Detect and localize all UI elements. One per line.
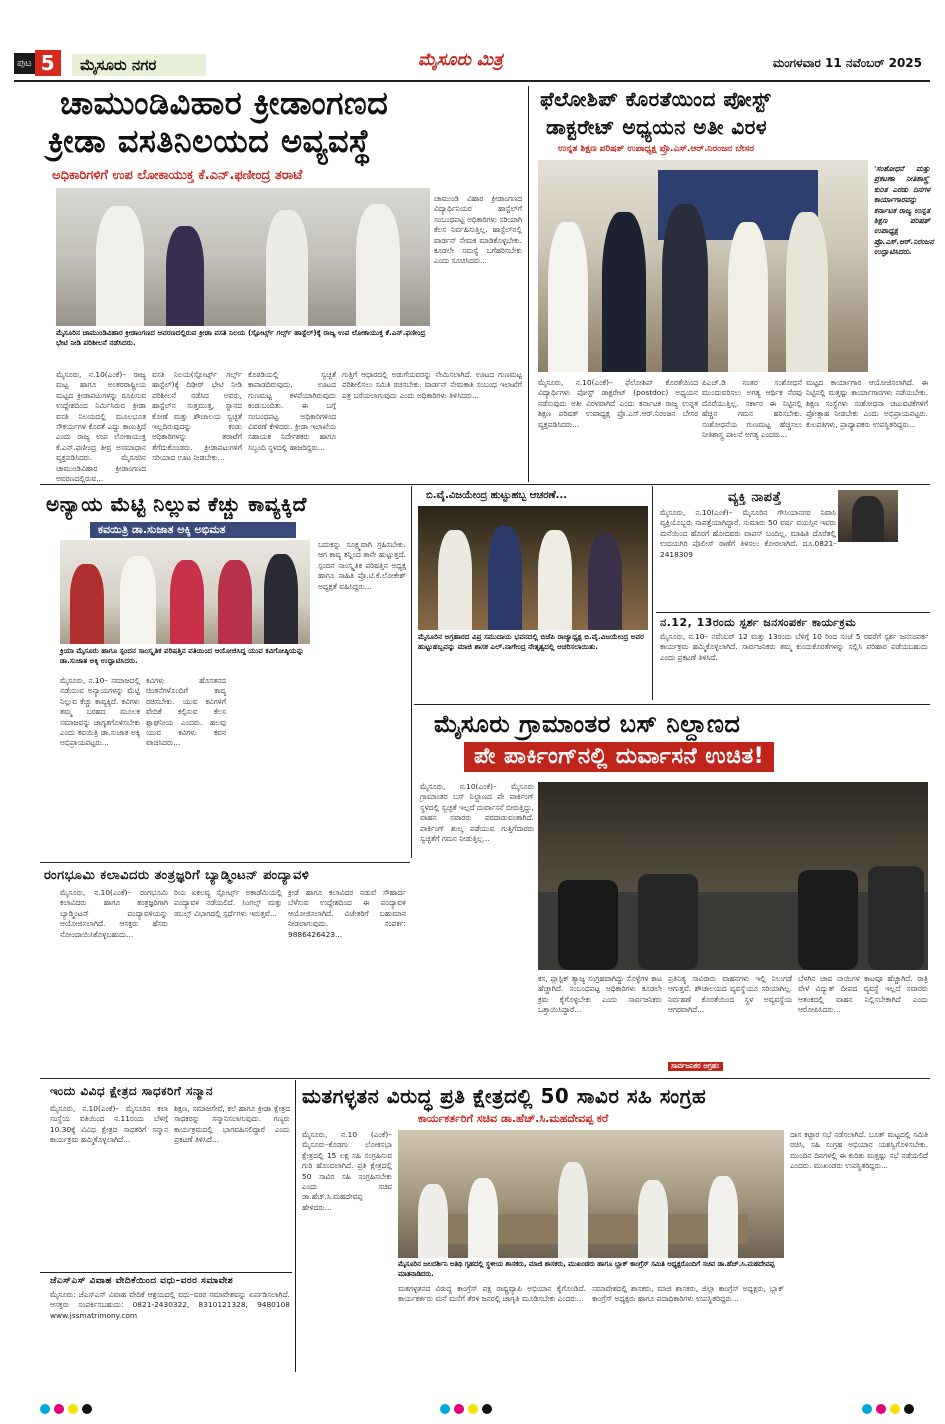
story-fellowship-headline-1: ಫೆಲೋಶಿಪ್ ಕೊರತೆಯಿಂದ ಪೋಸ್ಟ್ <box>540 87 772 111</box>
page-badge <box>14 52 61 74</box>
story-fellowship-col-1: ಮೈಸೂರು, ನ.10(ಎಂಕೆ)– ಫೆಲೋಶಿಪ್ ಕೊರತೆಯಿಂದ ವಿದ್ಯಾರ್ಥಿಗಳು ಪೋಸ್ಟ್ ಡಾಕ್ಟರೇಟ್ (postdoc) ಅಧ್ಯಯನ ನಡೆಸುವುದು ಅತೀ ವಿರಳವಾಗಿದೆ ಎಂದು ಕರ್ನಾಟಕ ರಾಜ್ಯ ಉನ್ನತ ಶಿಕ್ಷಣ ಪರಿಷತ್ ಉಪಾಧ್ಯಕ್ಷ ಪ್ರೊ.ಎಸ್.ಆರ್.ನಿರಂಜನ ಬೇಸರ ವ್ಯಕ್ತಪಡಿಸಿದರು... <box>538 378 698 429</box>
story-poetry-subhead: ಕವಯಿತ್ರಿ ಡಾ.ಸುಜಾತ ಅಕ್ಕಿ ಅಭಿಮತ <box>90 522 296 538</box>
masthead-rule <box>14 80 930 82</box>
story-signatures-col-1: ಮೈಸೂರು, ನ.10 (ಎಂಕೆ)– ಮೈಸೂರು–ಕೊಡಗು ಲೋಕಸಭಾ ಕ್ಷೇತ್ರದಲ್ಲಿ 15 ಲಕ್ಷ ಸಹಿ ಸಂಗ್ರಹಿಸುವ ಗುರಿ ಹೊಂದಲಾಗಿದೆ. ಪ್ರತಿ ಕ್ಷೇತ್ರದಲ್ಲಿ 50 ಸಾವಿರ ಸಹಿ ಸಂಗ್ರಹಿಸಬೇಕು ಎಂದು ಸಚಿವ ಡಾ.ಹೆಚ್.ಸಿ.ಮಹದೇವಪ್ಪ ಹೇಳಿದರು... <box>302 1130 392 1212</box>
story-bus-photo <box>538 782 928 970</box>
story-hostel-headline-2: ಕ್ರೀಡಾ ವಸತಿನಿಲಯದ ಅವ್ಯವಸ್ಥೆ <box>48 122 372 160</box>
story-sparsha-body: ಮೈಸೂರು, ನ.10– ನವೆಂಬರ್ 12 ಮತ್ತು 13ರಂದು ಬೆಳಿಗ್ಗೆ 10 ರಿಂದ ಸಂಜೆ 5 ರವರೆಗೆ ಸ್ಪರ್ಶ ಜನಸಂಪರ್ಕ ಕಾರ್ಯಕ್ರಮ ಹಮ್ಮಿಕೊಳ್ಳಲಾಗಿದೆ. ಸಾರ್ವಜನಿಕರು ತಮ್ಮ ಕುಂದುಕೊರತೆಗಳನ್ನು ಸಲ್ಲಿಸಿ ಪರಿಹಾರ ಪಡೆಯಬಹುದು ಎಂದು ಪ್ರಕಟಣೆ ತಿಳಿಸಿದೆ. <box>660 632 928 662</box>
black-mark <box>904 1404 914 1414</box>
divider-theatre-top <box>40 862 410 863</box>
divider-row-1 <box>40 484 930 485</box>
yellow-mark <box>468 1404 478 1414</box>
story-badminton-col-2: ರಿಯ ಏಕಲವ್ಯ ಸ್ಪೋರ್ಟ್ಸ್ ಅಕಾಡೆಮಿಯಲ್ಲಿ ಪಂದ್ಯಾವಳಿ ನಡೆಯಲಿದೆ. ಸಿಂಗಲ್ಸ್ ಮತ್ತು ಡಬಲ್ಸ್ ವಿಭಾಗದಲ್ಲಿ ಸ್ಪರ್ಧೆಗಳು ಇರುತ್ತವೆ... <box>174 888 282 918</box>
story-fellowship-col-3: ಮಟ್ಟದ ಕಾರ್ಯಾಗಾರ ಆಯೋಜಿಸಲಾಗಿದೆ. ಈ ನಿಟ್ಟಿನಲ್ಲಿ ಮತ್ತಷ್ಟು ಕಾರ್ಯಾಗಾರಗಳು ನಡೆಯಬೇಕು. ಶಿಕ್ಷಣ ಸಂಸ್ಥೆಗಳು ಸಂಶೋಧನಾ ಚಟುವಟಿಕೆಗಳಿಗೆ ಪ್ರೋತ್ಸಾಹ ನೀಡಬೇಕು ಎಂದು ಅಭಿಪ್ರಾಯಪಟ್ಟರು. ಕುಲಪತಿಗಳು, ಪ್ರಾಧ್ಯಾಪಕರು ಉಪಸ್ಥಿತರಿದ್ದರು... <box>806 378 928 429</box>
story-birthday <box>414 486 650 700</box>
story-poetry-col-3: ಬದುಕನ್ನು ಸೂಕ್ಷ್ಮವಾಗಿ ಗ್ರಹಿಸಬೇಕು. ಆಗ ಕಾವ್ಯ ತನ್ನಿಂದ ತಾನೇ ಹುಟ್ಟುತ್ತದೆ. ಸ್ಪಂದನ ಸಾಂಸ್ಕೃತಿಕ ಪರಿಷತ್ತಿನ ಅಧ್ಯಕ್ಷ ಹಾಗೂ ಸಾಹಿತಿ ಪ್ರೊ.ಟಿ.ಕೆ.ಲೋಕೇಶ್ ಅಧ್ಯಕ್ಷತೆ ವಹಿಸಿದ್ದರು... <box>318 540 406 591</box>
yellow-mark <box>68 1404 78 1414</box>
story-hostel-subhead: ಅಧಿಕಾರಿಗಳಿಗೆ ಉಪ ಲೋಕಾಯುಕ್ತ ಕೆ.ಎನ್.ಫಣೀಂದ್ರ ತರಾಟೆ <box>52 168 303 183</box>
story-jss-body: ಮೈಸೂರು: ಜೆಎಸ್‌ಎಸ್ ವಿವಾಹ ವೇದಿಕೆ ಆಶ್ರಯದಲ್ಲಿ ವಧು–ವರರ ಸಮಾವೇಶವನ್ನು ಏರ್ಪಡಿಸಲಾಗಿದೆ. ಆಸಕ್ತರು ಸಂಪರ್ಕಿಸಬಹುದು: 0821-2430322, 8310121328, 9480108 www.jssmatrimony.com <box>50 1290 290 1320</box>
story-fellowship-photo <box>538 160 868 372</box>
registration-marks-center <box>440 1404 510 1414</box>
divider-row-3 <box>40 1078 930 1079</box>
story-hostel-headline-1: ಚಾಮುಂಡಿವಿಹಾರ ಕ್ರೀಡಾಂಗಣದ <box>60 84 389 122</box>
story-bus-col-4: ಬೆಳಗಿನ ಜಾವ ನಾಯಿಗಳ ಕಾಟವೂ ಹೆಚ್ಚಾಗಿದೆ. ರಾತ್ರಿ ವೇಳೆ ವಿದ್ಯುತ್ ದೀಪದ ವ್ಯವಸ್ಥೆ ಇಲ್ಲದೆ ಸವಾರರು ಆತಂಕದಲ್ಲಿ ವಾಹನ ನಿಲ್ಲಿಸಬೇಕಾಗಿದೆ ಎಂದು ಆರೋಪಿಸಿದರು... <box>798 974 928 1015</box>
story-poetry-col-2: ಕವಿಗಳು ಹೊಸತನದ ಚಿಂತನೆಗಳೊಂದಿಗೆ ಕಾವ್ಯ ರಚಿಸಬೇಕು. ಯುವ ಕವಿಗಳಿಗೆ ವೇದಿಕೆ ಕಲ್ಪಿಸುವ ಕೆಲಸ ಶ್ಲಾಘನೀಯ ಎಂದರು. ಹಲವು ಯುವ ಕವಿಗಳು ಕವನ ವಾಚಿಸಿದರು... <box>146 676 226 748</box>
story-hostel-col-3: ಕೊಠಡಿಯಲ್ಲಿ ಸ್ವಚ್ಛತೆ ಕಾಪಾಡದಿರುವುದು, ಊಟದ ಗುಣಮಟ್ಟ ಕಳಪೆಯಾಗಿರುವುದು ಕಂಡುಬಂದಿತು. ಈ ಬಗ್ಗೆ ಸಂಬಂಧಪಟ್ಟ ಅಧಿಕಾರಿಗಳಿಂದ ವಿವರಣೆ ಕೇಳಿದರು. ಕ್ರೀಡಾ ಇಲಾಖೆಯ ಸಹಾಯಕ ನಿರ್ದೇಶಕರು ಹಾಗೂ ಸಿಬ್ಬಂದಿ ಸ್ಥಳದಲ್ಲಿ ಹಾಜರಿದ್ದರು... <box>248 370 336 452</box>
story-hostel-caption: ಮೈಸೂರಿನ ಚಾಮುಂಡಿವಿಹಾರ ಕ್ರೀಡಾಂಗಣದ ಆವರಣದಲ್ಲಿರುವ ಕ್ರೀಡಾ ವಸತಿ ನಿಲಯ (ಸ್ಪೋರ್ಟ್ಸ್ ಗರ್ಲ್ಸ್ ಹಾಸ್ಟೆಲ್)ಕ್ಕೆ ರಾಜ್ಯ ಉಪ ಲೋಕಾಯುಕ್ತ ಕೆ.ಎನ್.ಫಣೀಂದ್ರ ಭೇಟಿ ನೀಡಿ ಪರಿಶೀಲನೆ ನಡೆಸಿದರು. <box>56 328 426 347</box>
story-birthday-headline: ಬಿ.ವೈ.ವಿಜಯೇಂದ್ರ ಹುಟ್ಟುಹಬ್ಬ ಆಚರಣೆ... <box>426 490 568 501</box>
story-missing-photo <box>838 490 898 542</box>
yellow-mark <box>890 1404 900 1414</box>
story-hostel-col-1: ಮೈಸೂರು, ನ.10(ಎಂಕೆ)– ರಾಜ್ಯ ಮಟ್ಟ ಹಾಗೂ ಅಂತರರಾಷ್ಟ್ರೀಯ ಮಟ್ಟದ ಕ್ರೀಡಾಪಟುಗಳನ್ನು ರೂಪಿಸುವ ಉದ್ದೇಶದಿಂದ ನಿರ್ಮಿಸಿರುವ ಕ್ರೀಡಾ ವಸತಿ ನಿಲಯದಲ್ಲಿ ಮೂಲಭೂತ ಸೌಕರ್ಯಗಳ ಕೊರತೆ ಎದ್ದು ಕಾಣುತ್ತಿದೆ ಎಂದು ರಾಜ್ಯ ಉಪ ಲೋಕಾಯುಕ್ತ ಕೆ.ಎನ್.ಫಣೀಂದ್ರ ತೀವ್ರ ಅಸಮಾಧಾನ ವ್ಯಕ್ತಪಡಿಸಿದರು. ಮೈಸೂರಿನ ಚಾಮುಂಡಿವಿಹಾರ ಕ್ರೀಡಾಂಗಣದ ಆವರಣದಲ್ಲಿರುವ... <box>56 370 146 484</box>
story-bus-col-2: ಕಸ, ಪ್ಲಾಸ್ಟಿಕ್ ತ್ಯಾಜ್ಯ ಸಂಗ್ರಹವಾಗಿದ್ದು ಸೊಳ್ಳೆಗಳ ಕಾಟ ಹೆಚ್ಚಾಗಿದೆ. ಸಂಬಂಧಪಟ್ಟ ಅಧಿಕಾರಿಗಳು ಕೂಡಲೇ ಕ್ರಮ ಕೈಗೊಳ್ಳಬೇಕು ಎಂದು ಸಾರ್ವಜನಿಕರು ಒತ್ತಾಯಿಸಿದ್ದಾರೆ... <box>538 974 662 1015</box>
story-signatures-col-3: ಸಮಾವೇಶದಲ್ಲಿ ಶಾಸಕರು, ಮಾಜಿ ಶಾಸಕರು, ಜಿಲ್ಲಾ ಕಾಂಗ್ರೆಸ್ ಅಧ್ಯಕ್ಷರು, ಬ್ಲಾಕ್ ಕಾಂಗ್ರೆಸ್ ಅಧ್ಯಕ್ಷರು ಹಾಗೂ ಪದಾಧಿಕಾರಿಗಳು ಉಪಸ್ಥಿತರಿದ್ದರು... <box>592 1284 784 1304</box>
divider-top-vertical <box>528 86 529 482</box>
story-signatures-subhead: ಕಾರ್ಯಕರ್ತರಿಗೆ ಸಚಿವ ಡಾ.ಹೆಚ್.ಸಿ.ಮಹದೇವಪ್ಪ ಕರೆ <box>418 1112 609 1125</box>
story-signatures-headline: ಮತಗಳ್ಳತನ ವಿರುದ್ಧ ಪ್ರತಿ ಕ್ಷೇತ್ರದಲ್ಲಿ 50 ಸಾವಿರ ಸಹಿ ಸಂಗ್ರಹ <box>302 1084 707 1108</box>
story-felicitation-headline: ಇಂದು ವಿವಿಧ ಕ್ಷೇತ್ರದ ಸಾಧಕರಿಗೆ ಸನ್ಮಾನ <box>50 1084 214 1098</box>
cyan-mark <box>40 1404 50 1414</box>
story-hostel <box>40 84 524 484</box>
story-poetry-caption: ಕ್ರಿಯಾ ಮೈಸೂರು ಹಾಗೂ ಸ್ಪಂದನ ಸಾಂಸ್ಕೃತಿಕ ಪರಿಷತ್ತಿನ ವತಿಯಿಂದ ಆಯೋಜಿಸಿದ್ದ ಯುವ ಕವಿಗೋಷ್ಠಿಯನ್ನು ಡಾ.ಸುಜಾತ ಅಕ್ಕಿ ಉದ್ಘಾಟಿಸಿದರು. <box>60 646 304 665</box>
story-bus-headline-1: ಮೈಸೂರು ಗ್ರಾಮಾಂತರ ಬಸ್ ನಿಲ್ದಾಣದ <box>434 710 741 738</box>
story-poetry-col-1: ಮೈಸೂರು, ನ.10– ಸಮಾಜದಲ್ಲಿ ನಡೆಯುವ ಅನ್ಯಾಯಗಳನ್ನು ಮೆಟ್ಟಿ ನಿಲ್ಲುವ ಕೆಚ್ಚು ಕಾವ್ಯಕ್ಕಿದೆ. ಕವಿಗಳು ತಮ್ಮ ಬರಹದ ಮೂಲಕ ಸಮಾಜವನ್ನು ಜಾಗೃತಗೊಳಿಸಬೇಕು ಎಂದು ಕವಯಿತ್ರಿ ಡಾ.ಸುಜಾತ ಅಕ್ಕಿ ಅಭಿಪ್ರಾಯಪಟ್ಟರು... <box>60 676 140 748</box>
black-mark <box>482 1404 492 1414</box>
story-jss <box>40 1274 292 1372</box>
story-hostel-col-5: ಗುತ್ತಿಗೆ ಆಧಾರದಲ್ಲಿ ಅಡುಗೆಯವರನ್ನು ನೇಮಿಸಲಾಗಿದೆ. ಊಟದ ಗುಣಮಟ್ಟ ಪರಿಶೀಲಿಸಲು ಸಮಿತಿ ರಚಿಸಬೇಕು. ವಾರ್ಡನ್ ನೇಮಕಾತಿ ಸಂಬಂಧ ಇಲಾಖೆಗೆ ಪತ್ರ ಬರೆಯಲಾಗುವುದು ಎಂದು ಅಧಿಕಾರಿಗಳು ತಿಳಿಸಿದರು... <box>342 370 522 400</box>
story-badminton-col-1: ಮೈಸೂರು, ನ.10(ಎಂಕೆ)– ರಂಗಭೂಮಿ ಕಲಾವಿದರು ಹಾಗೂ ತಂತ್ರಜ್ಞರಿಗಾಗಿ ಬ್ಯಾಡ್ಮಿಂಟನ್ ಪಂದ್ಯಾವಳಿಯನ್ನು ಆಯೋಜಿಸಲಾಗಿದೆ. ಆಸಕ್ತರು ಹೆಸರು ನೋಂದಾಯಿಸಿಕೊಳ್ಳಬಹುದು... <box>60 888 168 939</box>
story-fellowship <box>534 84 934 480</box>
story-felicitation <box>40 1080 292 1270</box>
story-poetry <box>40 486 408 860</box>
story-jss-headline: ಜೆಎಸ್‌ಎಸ್ ವಿವಾಹ ವೇದಿಕೆಯಿಂದ ವಧು–ವರರ ಸಮಾವೇಶ <box>50 1276 234 1286</box>
cyan-mark <box>862 1404 872 1414</box>
story-hostel-col-2: ವಸತಿ ನಿಲಯ(ಸ್ಪೋರ್ಟ್ಸ್ ಗರ್ಲ್ಸ್ ಹಾಸ್ಟೆಲ್)ಕ್ಕೆ ದಿಢೀರ್ ಭೇಟಿ ನೀಡಿ ಪರಿಶೀಲನೆ ನಡೆಸಿದ ಅವರು, ಹಾಸ್ಟೆಲ್‌ನ ಸುತ್ತಮುತ್ತ, ಸ್ನಾನದ ಕೋಣೆ ಮತ್ತು ಶೌಚಾಲಯ ಸ್ವಚ್ಛತೆ ಇಲ್ಲದಿರುವುದನ್ನು ಕಂಡು ಅಧಿಕಾರಿಗಳನ್ನು ತರಾಟೆಗೆ ತೆಗೆದುಕೊಂಡರು. ಕ್ರೀಡಾಪಟುಗಳಿಗೆ ಸರಿಯಾದ ಊಟ ನೀಡಬೇಕು... <box>152 370 242 463</box>
story-badminton-col-3: ಕ್ರೀಡೆ ಹಾಗೂ ಕಲಾವಿದರ ನಡುವೆ ಸೌಹಾರ್ದ ಬೆಳೆಸುವ ಉದ್ದೇಶದಿಂದ ಈ ಪಂದ್ಯಾವಳಿ ಆಯೋಜಿಸಲಾಗಿದೆ. ವಿಜೇತರಿಗೆ ಬಹುಮಾನ ನೀಡಲಾಗುವುದು. ಸಂಪರ್ಕ: 9886426423... <box>288 888 406 939</box>
divider-bus-top <box>414 704 930 705</box>
magenta-mark <box>454 1404 464 1414</box>
cyan-mark <box>440 1404 450 1414</box>
paper-name: ಮೈಸೂರು ಮಿತ್ರ <box>418 50 503 70</box>
magenta-mark <box>54 1404 64 1414</box>
story-felicitation-col-1: ಮೈಸೂರು, ನ.10(ಎಂಕೆ)– ಮೈಸೂರಿನ ಕಲಾ ಸಂಸ್ಥೆಯ ವತಿಯಿಂದ ನ.11ರಂದು ಬೆಳಿಗ್ಗೆ 10.30ಕ್ಕೆ ವಿವಿಧ ಕ್ಷೇತ್ರದ ಸಾಧಕರಿಗೆ ಸನ್ಮಾನ ಕಾರ್ಯಕ್ರಮ ಹಮ್ಮಿಕೊಳ್ಳಲಾಗಿದೆ... <box>50 1104 168 1145</box>
story-missing-headline: ವ್ಯಕ್ತಿ ನಾಪತ್ತೆ <box>728 490 782 505</box>
story-bus-parking <box>414 706 930 1078</box>
story-hostel-photo <box>56 188 430 326</box>
story-fellowship-subhead: ಉನ್ನತ ಶಿಕ್ಷಣ ಪರಿಷತ್ ಉಪಾಧ್ಯಕ್ಷ ಪ್ರೊ.ಎಸ್.ಆರ್.ನಿರಂಜನ ಬೇಸರ <box>558 144 754 154</box>
story-badminton-headline: ರಂಗಭೂಮಿ ಕಲಾವಿದರು ತಂತ್ರಜ್ಞರಿಗೆ ಬ್ಯಾಡ್ಮಿಂಟನ್ ಪಂದ್ಯಾವಳಿ <box>44 868 310 883</box>
story-fellowship-quote: 'ಸಂಶೋಧನೆ ಮತ್ತು ಪ್ರಕಟಣಾ ನೀತಿಶಾಸ್ತ್ರ' ಕುರಿತ ಎರಡು ದಿನಗಳ ಕಾರ್ಯಾಗಾರವನ್ನು ಕರ್ನಾಟಕ ರಾಜ್ಯ ಉನ್ನತ ಶಿಕ್ಷಣ ಪರಿಷತ್ ಉಪಾಧ್ಯಕ್ಷ ಪ್ರೊ.ಎಸ್.ಆರ್.ನಿರಂಜನ ಉದ್ಘಾಟಿಸಿದರು. <box>874 164 934 257</box>
story-bus-headline-2: ಪೇ ಪಾರ್ಕಿಂಗ್‌ನಲ್ಲಿ ದುರ್ವಾಸನೆ ಉಚಿತ! <box>464 742 774 772</box>
divider-missing <box>656 612 930 613</box>
story-sparsha-headline: ನ.12, 13ರಂದು ಸ್ಪರ್ಶ ಜನಸಂಪರ್ಕ ಕಾರ್ಯಕ್ರಮ <box>660 616 857 629</box>
masthead <box>14 48 930 78</box>
story-hostel-col-4: ಚಾಮುಂಡಿ ವಿಹಾರ ಕ್ರೀಡಾಂಗಣದ ವಿದ್ಯಾರ್ಥಿನಿಯರ ಹಾಸ್ಟೆಲ್‌ಗೆ ಸಂಬಂಧಪಟ್ಟ ಅಧಿಕಾರಿಗಳು ಸರಿಯಾಗಿ ಕೆಲಸ ನಿರ್ವಹಿಸುತ್ತಿಲ್ಲ. ಹಾಸ್ಟೆಲ್‌ನಲ್ಲಿ ವಾರ್ಡನ್ ನೇಮಕ ಮಾಡಿಕೊಳ್ಳಬೇಕು. ಕೂಡಲೇ ಸಮಸ್ಯೆ ಬಗೆಹರಿಸಬೇಕು ಎಂದು ಸೂಚಿಸಿದರು... <box>434 194 522 266</box>
divider-mid-vertical-1 <box>411 486 412 858</box>
story-birthday-caption: ಮೈಸೂರಿನ ಅಗ್ರಹಾರದ ವಿಪ್ರ ಸಮುದಾಯ ಭವನದಲ್ಲಿ ಬಿಜೆಪಿ ರಾಜ್ಯಾಧ್ಯಕ್ಷ ಬಿ.ವೈ.ವಿಜಯೇಂದ್ರ ಅವರ ಹುಟ್ಟುಹಬ್ಬವನ್ನು ಮಾಜಿ ಶಾಸಕ ಎಲ್.ನಾಗೇಂದ್ರ ನೇತೃತ್ವದಲ್ಲಿ ಆಚರಿಸಲಾಯಿತು. <box>418 632 644 651</box>
story-fellowship-col-2: ಪಿಎಚ್.ಡಿ ನಂತರ ಸಂಶೋಧನೆ ಮುಂದುವರಿಸಲು ಅಗತ್ಯ ಆರ್ಥಿಕ ನೆರವು ದೊರೆಯುತ್ತಿಲ್ಲ. ಸರ್ಕಾರ ಈ ನಿಟ್ಟಿನಲ್ಲಿ ಹೆಚ್ಚಿನ ಗಮನ ಹರಿಸಬೇಕು. ಸಂಶೋಧನೆಯ ಗುಣಮಟ್ಟ ಹೆಚ್ಚಿಸಲು ನೀತಿಶಾಸ್ತ್ರ ಪಾಲನೆ ಅಗತ್ಯ ಎಂದರು... <box>702 378 802 440</box>
magenta-mark <box>876 1404 886 1414</box>
story-signatures-col-4: ದಾಸ ಕಟ್ಟಾರ ಸಭೆ ನಡೆಸಲಾಗಿದೆ. ಬೂತ್ ಮಟ್ಟದಲ್ಲಿ ಸಮಿತಿ ರಚಿಸಿ, ಸಹಿ ಸಂಗ್ರಹ ಅಭಿಯಾನ ಯಶಸ್ವಿಗೊಳಿಸಬೇಕು. ಮುಂದಿನ ದಿನಗಳಲ್ಲಿ ಈ ಕುರಿತು ಮತ್ತಷ್ಟು ಸಭೆ ನಡೆಯಲಿದೆ ಎಂದರು. ಮುಖಂಡರು ಉಪಸ್ಥಿತರಿದ್ದರು... <box>790 1130 928 1171</box>
story-bus-col-1: ಮೈಸೂರು, ನ.10(ಎಂಕೆ)– ಮೈಸೂರು ಗ್ರಾಮಾಂತರ ಬಸ್ ನಿಲ್ದಾಣದ ಪೇ ಪಾರ್ಕಿಂಗ್ ಸ್ಥಳದಲ್ಲಿ ಸ್ವಚ್ಛತೆ ಇಲ್ಲದೆ ದುರ್ವಾಸನೆ ಬೀರುತ್ತಿದ್ದು, ವಾಹನ ಸವಾರರು ಪರದಾಡುವಂತಾಗಿದೆ. ಪಾರ್ಕಿಂಗ್ ಶುಲ್ಕ ಪಡೆಯುವ ಗುತ್ತಿಗೆದಾರರು ಸ್ವಚ್ಛತೆಗೆ ಗಮನ ನೀಡುತ್ತಿಲ್ಲ... <box>420 782 534 844</box>
story-signatures-col-2: ಮತಗಳ್ಳತನದ ವಿರುದ್ಧ ಕಾಂಗ್ರೆಸ್ ಪಕ್ಷ ರಾಷ್ಟ್ರವ್ಯಾಪಿ ಅಭಿಯಾನ ಕೈಗೊಂಡಿದೆ. ಕಾರ್ಯಕರ್ತರು ಮನೆ ಮನೆಗೆ ತೆರಳಿ ಜನರಲ್ಲಿ ಜಾಗೃತಿ ಮೂಡಿಸಬೇಕು ಎಂದರು... <box>398 1284 586 1304</box>
story-missing <box>656 486 930 610</box>
story-birthday-photo <box>418 506 648 630</box>
story-felicitation-col-2: ಶಿಕ್ಷಣ, ಸಮಾಜಸೇವೆ, ಕಲೆ ಹಾಗೂ ಕ್ರೀಡಾ ಕ್ಷೇತ್ರದ ಸಾಧಕರನ್ನು ಸನ್ಮಾನಿಸಲಾಗುವುದು. ಗಣ್ಯರು ಕಾರ್ಯಕ್ರಮದಲ್ಲಿ ಭಾಗವಹಿಸಲಿದ್ದಾರೆ ಎಂದು ಪ್ರಕಟಣೆ ತಿಳಿಸಿದೆ... <box>174 1104 290 1145</box>
registration-marks-bottom <box>40 1404 110 1414</box>
story-signatures-photo <box>398 1130 784 1258</box>
black-mark <box>82 1404 92 1414</box>
registration-marks-right <box>862 1404 932 1414</box>
story-missing-body: ಮೈಸೂರು, ನ.10(ಎಂಕೆ)– ಮೈಸೂರಿನ ಗೌಸಿಯಾನಗರ ನಿವಾಸಿ ವ್ಯಕ್ತಿಯೊಬ್ಬರು ನಾಪತ್ತೆಯಾಗಿದ್ದಾರೆ. ಸುಮಾರು 50 ವರ್ಷ ವಯಸ್ಸಿನ ಇವರು ಮನೆಯಿಂದ ಹೊರಗೆ ಹೋದವರು ವಾಪಸ್ ಬಂದಿಲ್ಲ. ಮಾಹಿತಿ ದೊರೆತಲ್ಲಿ ಉದಯಗಿರಿ ಪೊಲೀಸ್ ಠಾಣೆಗೆ ತಿಳಿಸಲು ಕೋರಲಾಗಿದೆ. ದೂ.0821-2418309 <box>660 508 836 559</box>
story-poetry-headline: ಅನ್ಯಾಯ ಮೆಟ್ಟಿ ನಿಲ್ಲುವ ಕೆಚ್ಚು ಕಾವ್ಯಕ್ಕಿದೆ <box>46 492 307 516</box>
divider-mid-vertical-2 <box>652 486 653 700</box>
story-sparsha <box>656 614 930 700</box>
page-number: 5 <box>35 50 61 76</box>
paper-date: ಮಂಗಳವಾರ 11 ನವೆಂಬರ್ 2025 <box>772 56 922 70</box>
page-label: ಪುಟ <box>14 53 35 74</box>
divider-bottom-vertical <box>295 1080 296 1372</box>
divider-felicitation <box>40 1272 292 1273</box>
section-name: ಮೈಸೂರು ನಗರ <box>72 54 206 76</box>
story-bus-note-label: ಸಾರ್ವಜನಿಕರ ಆಗ್ರಹ: <box>668 1062 723 1071</box>
story-signatures <box>298 1080 930 1374</box>
story-poetry-photo <box>60 540 310 644</box>
story-bus-col-3: ಪ್ರತಿನಿತ್ಯ ಸಾವಿರಾರು ವಾಹನಗಳು ಇಲ್ಲಿ ನಿಲುಗಡೆ ಆಗುತ್ತವೆ. ಶೌಚಾಲಯದ ವ್ಯವಸ್ಥೆಯೂ ಸರಿಯಾಗಿಲ್ಲ. ನಿರ್ವಹಣೆ ಕೊರತೆಯಿಂದ ಸ್ಥಳ ಅವ್ಯವಸ್ಥೆಯ ಆಗರವಾಗಿದೆ... <box>668 974 792 1015</box>
story-signatures-caption: ಮೈಸೂರಿನ ಜಲದರ್ಶಿನಿ ಅತಿಥಿ ಗೃಹದಲ್ಲಿ ಸ್ಥಳೀಯ ಶಾಸಕರು, ಮಾಜಿ ಶಾಸಕರು, ಮುಖಂಡರು ಹಾಗೂ ಬ್ಲಾಕ್ ಕಾಂಗ್ರೆಸ್ ಸಮಿತಿ ಅಧ್ಯಕ್ಷರೊಂದಿಗೆ ಸಚಿವ ಡಾ.ಹೆಚ್.ಸಿ.ಮಹದೇವಪ್ಪ ಮಾತನಾಡಿದರು. <box>398 1260 775 1278</box>
story-fellowship-headline-2: ಡಾಕ್ಟರೇಟ್ ಅಧ್ಯಯನ ಅತೀ ವಿರಳ <box>546 115 768 139</box>
story-badminton <box>40 864 410 1074</box>
